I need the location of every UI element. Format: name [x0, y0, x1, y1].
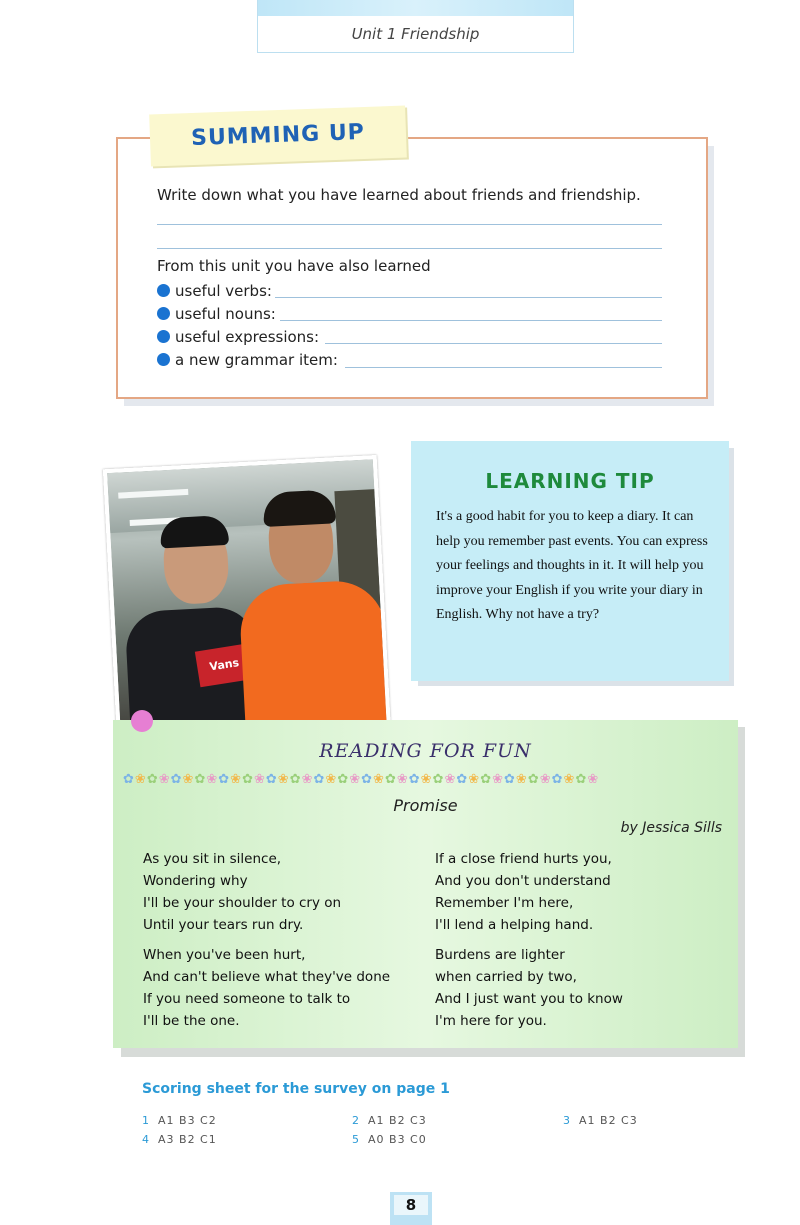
poem-line: And can't believe what they've done	[143, 969, 391, 985]
poem-stanza-2	[143, 944, 390, 1032]
poem-author: by Jessica Sills	[620, 820, 722, 836]
useful-nouns-item	[157, 305, 276, 323]
poem-line: I'll be the one.	[143, 1013, 240, 1029]
score-values: A0 B3 C0	[368, 1133, 427, 1146]
poem-line: Remember I'm here,	[435, 895, 574, 911]
poem-line: As you sit in silence,	[143, 851, 282, 867]
bullet-icon	[157, 284, 170, 297]
summing-up-prompt: Write down what you have learned about friends and friendship.	[157, 186, 641, 204]
summing-up-title: SUMMING UP	[190, 119, 366, 152]
bullet-icon	[157, 330, 170, 343]
poem-line: When you've been hurt,	[143, 947, 306, 963]
score-row-2	[352, 1114, 427, 1127]
useful-nouns-line[interactable]	[280, 320, 662, 321]
poem-line: I'll be your shoulder to cry on	[143, 895, 342, 911]
pink-dot-decoration	[131, 710, 153, 732]
flower-border: ✿❀✿❀✿❀✿❀✿❀✿❀✿❀✿❀✿❀✿❀✿❀✿❀✿❀✿❀✿❀✿❀✿❀✿❀✿❀✿❀	[123, 772, 600, 787]
poem-line: Burdens are lighter	[435, 947, 565, 963]
useful-verbs-line[interactable]	[275, 297, 662, 298]
unit-header	[257, 0, 574, 53]
useful-expressions-item	[157, 328, 319, 346]
reading-for-fun-box	[113, 720, 738, 1048]
item-label: useful expressions:	[175, 328, 320, 346]
poem-line: If a close friend hurts you,	[435, 851, 612, 867]
poem-line: I'm here for you.	[435, 1013, 547, 1029]
score-number: 1	[142, 1114, 150, 1127]
also-learned-label: From this unit you have also learned	[157, 257, 431, 275]
friends-photo	[103, 455, 391, 747]
score-number: 5	[352, 1133, 360, 1146]
poem-line: If you need someone to talk to	[143, 991, 351, 1007]
score-row-5	[352, 1133, 427, 1146]
score-number: 4	[142, 1133, 150, 1146]
poem-line: when carried by two,	[435, 969, 577, 985]
poem-line: Wondering why	[143, 873, 248, 889]
useful-expressions-line[interactable]	[325, 343, 662, 344]
score-values: A1 B2 C3	[368, 1114, 427, 1127]
poem-stanza-4	[435, 944, 623, 1032]
score-values: A1 B3 C2	[158, 1114, 217, 1127]
poem-title: Promise	[393, 796, 458, 815]
unit-label: Unit 1 Friendship	[351, 25, 480, 43]
score-row-3	[563, 1114, 638, 1127]
item-label: useful verbs:	[175, 282, 272, 300]
grammar-item-line[interactable]	[345, 367, 662, 368]
bullet-icon	[157, 353, 170, 366]
bullet-icon	[157, 307, 170, 320]
grammar-item	[157, 351, 338, 369]
summing-up-tag	[149, 106, 407, 167]
score-number: 3	[563, 1114, 571, 1127]
poem-stanza-3	[435, 848, 612, 936]
score-number: 2	[352, 1114, 360, 1127]
poem-line: And you don't understand	[435, 873, 611, 889]
item-label: a new grammar item:	[175, 351, 338, 369]
learning-tip-title: LEARNING TIP	[485, 469, 655, 493]
useful-verbs-item	[157, 282, 272, 300]
scoring-sheet-title: Scoring sheet for the survey on page 1	[142, 1081, 450, 1097]
score-values: A3 B2 C1	[158, 1133, 217, 1146]
learning-tip-text: It's a good habit for you to keep a diary. It can help you remember past events. You can express your feelings and thoughts in it. It will help you improve your English if you write your diary in English. Why not have a try?	[436, 509, 708, 622]
poem-line: And I just want you to know	[435, 991, 623, 1007]
page-number: 8	[394, 1195, 428, 1215]
answer-line-2[interactable]	[157, 248, 662, 249]
poem-line: Until your tears run dry.	[143, 917, 304, 933]
learning-tip-box	[411, 441, 729, 681]
poem-line: I'll lend a helping hand.	[435, 917, 594, 933]
poem-stanza-1	[143, 848, 341, 936]
answer-line-1[interactable]	[157, 224, 662, 225]
shirt-logo: Vans	[195, 643, 254, 687]
score-values: A1 B2 C3	[579, 1114, 638, 1127]
score-row-1	[142, 1114, 217, 1127]
item-label: useful nouns:	[175, 305, 276, 323]
header-sky-strip	[258, 0, 573, 16]
page-number-tab	[390, 1192, 432, 1225]
score-row-4	[142, 1133, 217, 1146]
reading-for-fun-title: READING FOR FUN	[319, 740, 532, 762]
